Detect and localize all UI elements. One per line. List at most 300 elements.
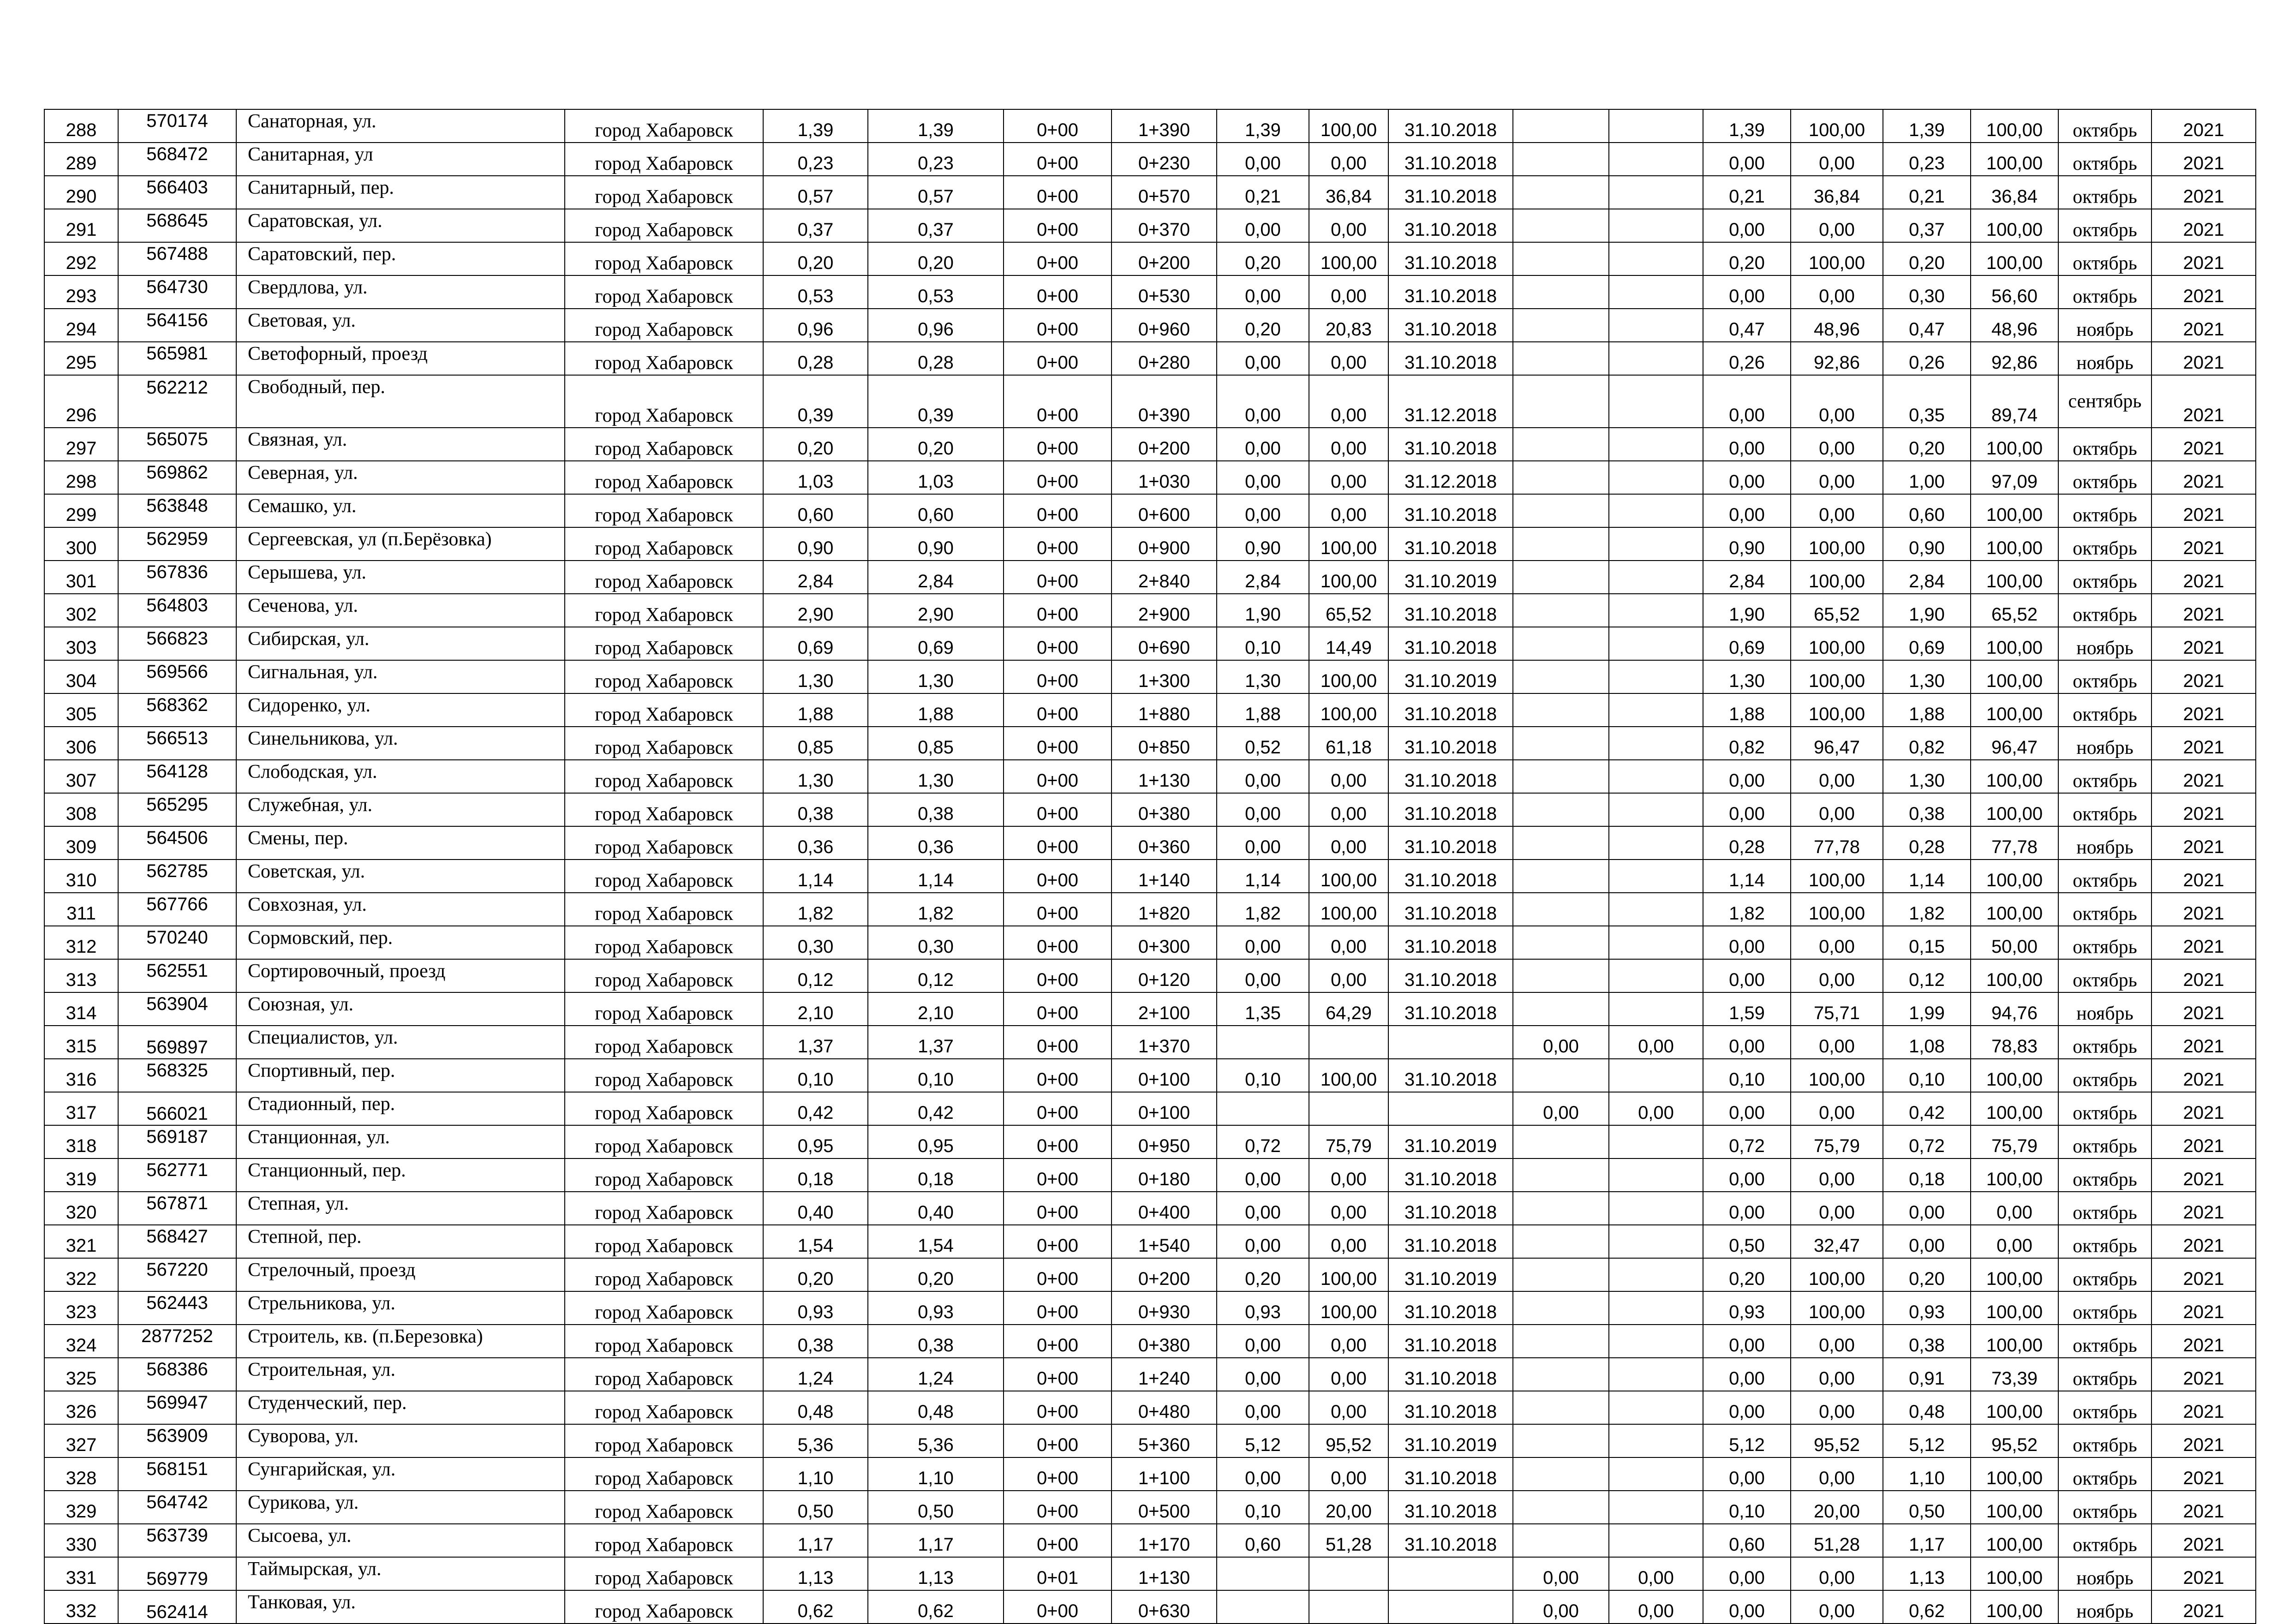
cell-inspected-length: 1,90 [1217,594,1309,627]
cell-extra-percent [1609,1291,1703,1325]
cell-total-length: 1,82 [763,893,868,926]
cell-normative-percent: 0,00 [1791,461,1883,494]
cell-inspected-percent: 100,00 [1309,527,1388,561]
cell-extra-length [1513,143,1609,176]
cell-city-name: город Хабаровск [565,1491,763,1524]
cell-extra-length [1513,693,1609,727]
cell-city-name: город Хабаровск [565,992,763,1026]
table-row [44,1391,2256,1424]
cell-planned-percent: 77,78 [1971,826,2058,860]
cell-road-id: 569897 [118,1026,236,1059]
cell-section-length: 0,23 [868,143,1004,176]
cell-inspection-date: 31.10.2019 [1388,1258,1513,1291]
cell-street-name: Суворова, ул. [236,1424,565,1457]
cell-row-number: 291 [44,209,118,242]
cell-section-length: 0,50 [868,1491,1004,1524]
cell-normative-length: 0,47 [1703,309,1791,342]
cell-inspected-length: 1,14 [1217,860,1309,893]
cell-normative-percent: 0,00 [1791,1590,1883,1624]
cell-planned-percent: 73,39 [1971,1358,2058,1391]
cell-city-name: город Хабаровск [565,1590,763,1624]
cell-start-station: 0+00 [1004,1092,1112,1125]
cell-total-length: 1,39 [763,109,868,143]
cell-end-station: 0+960 [1112,309,1217,342]
cell-plan-month: октябрь [2058,1391,2152,1424]
cell-normative-percent: 0,00 [1791,209,1883,242]
cell-plan-month: октябрь [2058,561,2152,594]
cell-normative-length: 0,00 [1703,926,1791,959]
cell-planned-length: 1,39 [1883,109,1971,143]
cell-section-length: 0,40 [868,1192,1004,1225]
cell-normative-length: 0,00 [1703,1158,1791,1192]
cell-row-number: 295 [44,342,118,375]
cell-road-id: 570174 [118,109,236,143]
cell-street-name: Студенческий, пер. [236,1391,565,1424]
table-row [44,627,2256,660]
cell-plan-year: 2021 [2152,428,2256,461]
cell-road-id: 566403 [118,176,236,209]
cell-planned-percent: 100,00 [1971,1391,2058,1424]
cell-section-length: 0,36 [868,826,1004,860]
cell-normative-percent: 100,00 [1791,527,1883,561]
cell-extra-length [1513,1125,1609,1158]
cell-end-station: 1+370 [1112,1026,1217,1059]
cell-section-length: 1,13 [868,1557,1004,1590]
cell-row-number: 318 [44,1125,118,1158]
cell-section-length: 5,36 [868,1424,1004,1457]
cell-plan-year: 2021 [2152,176,2256,209]
cell-street-name: Слободская, ул. [236,760,565,793]
cell-normative-length: 5,12 [1703,1424,1791,1457]
cell-plan-year: 2021 [2152,461,2256,494]
cell-inspection-date: 31.10.2018 [1388,1291,1513,1325]
cell-city-name: город Хабаровск [565,242,763,275]
cell-end-station: 0+500 [1112,1491,1217,1524]
cell-inspected-length: 0,20 [1217,242,1309,275]
cell-total-length: 0,38 [763,1325,868,1358]
cell-planned-percent: 94,76 [1971,992,2058,1026]
cell-inspected-length: 0,00 [1217,375,1309,428]
cell-section-length: 1,14 [868,860,1004,893]
cell-inspected-length [1217,1092,1309,1125]
cell-road-id: 564128 [118,760,236,793]
cell-inspection-date: 31.10.2018 [1388,1192,1513,1225]
cell-street-name: Стадионный, пер. [236,1092,565,1125]
cell-extra-percent: 0,00 [1609,1026,1703,1059]
cell-planned-percent: 100,00 [1971,693,2058,727]
cell-inspection-date: 31.10.2018 [1388,1225,1513,1258]
cell-street-name: Светофорный, проезд [236,342,565,375]
cell-planned-length: 0,91 [1883,1358,1971,1391]
cell-inspection-date: 31.10.2018 [1388,627,1513,660]
cell-street-name: Станционная, ул. [236,1125,565,1158]
cell-plan-month: октябрь [2058,793,2152,826]
cell-road-id: 566823 [118,627,236,660]
cell-street-name: Связная, ул. [236,428,565,461]
cell-street-name: Санитарный, пер. [236,176,565,209]
cell-start-station: 0+01 [1004,1557,1112,1590]
cell-normative-length: 0,00 [1703,1391,1791,1424]
cell-road-id: 569187 [118,1125,236,1158]
cell-inspected-length: 2,84 [1217,561,1309,594]
cell-total-length: 0,40 [763,1192,868,1225]
table-row [44,1557,2256,1590]
cell-start-station: 0+00 [1004,275,1112,309]
cell-plan-year: 2021 [2152,627,2256,660]
cell-inspected-percent: 0,00 [1309,826,1388,860]
cell-extra-percent [1609,561,1703,594]
cell-extra-percent [1609,494,1703,527]
cell-extra-percent: 0,00 [1609,1092,1703,1125]
cell-inspected-percent: 100,00 [1309,893,1388,926]
cell-end-station: 0+200 [1112,1258,1217,1291]
cell-total-length: 1,88 [763,693,868,727]
cell-normative-length: 0,26 [1703,342,1791,375]
cell-extra-percent [1609,693,1703,727]
cell-planned-length: 0,18 [1883,1158,1971,1192]
cell-normative-length: 0,72 [1703,1125,1791,1158]
cell-road-id: 565981 [118,342,236,375]
cell-planned-length: 0,28 [1883,826,1971,860]
cell-inspected-percent: 61,18 [1309,727,1388,760]
cell-row-number: 300 [44,527,118,561]
cell-city-name: город Хабаровск [565,1026,763,1059]
cell-section-length: 1,82 [868,893,1004,926]
cell-total-length: 1,30 [763,660,868,693]
cell-city-name: город Хабаровск [565,1424,763,1457]
cell-inspected-length: 0,60 [1217,1524,1309,1557]
cell-planned-length: 2,84 [1883,561,1971,594]
cell-road-id: 564506 [118,826,236,860]
cell-inspected-percent: 0,00 [1309,1358,1388,1391]
cell-inspected-percent: 0,00 [1309,461,1388,494]
cell-street-name: Сеченова, ул. [236,594,565,627]
cell-extra-length [1513,893,1609,926]
cell-plan-year: 2021 [2152,1325,2256,1358]
cell-start-station: 0+00 [1004,1291,1112,1325]
cell-inspection-date: 31.10.2018 [1388,727,1513,760]
cell-normative-percent: 100,00 [1791,561,1883,594]
cell-plan-month: ноябрь [2058,627,2152,660]
cell-end-station: 5+360 [1112,1424,1217,1457]
cell-total-length: 0,57 [763,176,868,209]
cell-planned-length: 1,30 [1883,760,1971,793]
cell-inspection-date [1388,1557,1513,1590]
cell-row-number: 292 [44,242,118,275]
cell-total-length: 0,60 [763,494,868,527]
cell-plan-year: 2021 [2152,1590,2256,1624]
cell-end-station: 0+380 [1112,793,1217,826]
cell-total-length: 0,36 [763,826,868,860]
cell-row-number: 305 [44,693,118,727]
cell-extra-length: 0,00 [1513,1590,1609,1624]
cell-total-length: 0,28 [763,342,868,375]
cell-plan-year: 2021 [2152,660,2256,693]
cell-planned-percent: 100,00 [1971,527,2058,561]
cell-city-name: город Хабаровск [565,1524,763,1557]
cell-extra-length [1513,1258,1609,1291]
cell-planned-percent: 100,00 [1971,1491,2058,1524]
cell-city-name: город Хабаровск [565,1291,763,1325]
cell-street-name: Саратовская, ул. [236,209,565,242]
cell-planned-length: 0,48 [1883,1391,1971,1424]
cell-planned-length: 0,30 [1883,275,1971,309]
cell-section-length: 0,20 [868,428,1004,461]
cell-end-station: 2+840 [1112,561,1217,594]
cell-plan-year: 2021 [2152,826,2256,860]
cell-street-name: Свободный, пер. [236,375,565,428]
cell-street-name: Синельникова, ул. [236,727,565,760]
cell-section-length: 1,54 [868,1225,1004,1258]
cell-road-id: 563848 [118,494,236,527]
cell-street-name: Свердлова, ул. [236,275,565,309]
cell-row-number: 303 [44,627,118,660]
cell-row-number: 320 [44,1192,118,1225]
cell-planned-length: 0,26 [1883,342,1971,375]
cell-normative-percent: 100,00 [1791,860,1883,893]
table-row [44,1491,2256,1524]
cell-road-id: 568386 [118,1358,236,1391]
cell-planned-length: 0,38 [1883,1325,1971,1358]
cell-inspected-percent: 20,83 [1309,309,1388,342]
cell-city-name: город Хабаровск [565,793,763,826]
cell-planned-length: 0,72 [1883,1125,1971,1158]
cell-inspected-percent: 100,00 [1309,109,1388,143]
cell-inspected-length: 0,00 [1217,209,1309,242]
cell-extra-percent [1609,1491,1703,1524]
cell-inspected-percent: 0,00 [1309,209,1388,242]
cell-normative-percent: 0,00 [1791,1391,1883,1424]
cell-extra-percent [1609,1158,1703,1192]
cell-normative-percent: 0,00 [1791,1158,1883,1192]
cell-inspected-length: 0,21 [1217,176,1309,209]
cell-street-name: Стрельникова, ул. [236,1291,565,1325]
cell-planned-percent: 100,00 [1971,1158,2058,1192]
cell-normative-percent: 100,00 [1791,1059,1883,1092]
cell-total-length: 0,10 [763,1059,868,1092]
cell-row-number: 328 [44,1457,118,1491]
cell-end-station: 0+380 [1112,1325,1217,1358]
cell-city-name: город Хабаровск [565,1325,763,1358]
cell-start-station: 0+00 [1004,1491,1112,1524]
cell-city-name: город Хабаровск [565,693,763,727]
cell-street-name: Серышева, ул. [236,561,565,594]
cell-street-name: Станционный, пер. [236,1158,565,1192]
cell-row-number: 302 [44,594,118,627]
cell-planned-percent: 100,00 [1971,242,2058,275]
cell-extra-length [1513,959,1609,992]
cell-start-station: 0+00 [1004,1524,1112,1557]
cell-end-station: 0+100 [1112,1059,1217,1092]
cell-planned-percent: 100,00 [1971,1059,2058,1092]
cell-section-length: 2,90 [868,594,1004,627]
cell-normative-length: 0,50 [1703,1225,1791,1258]
cell-inspected-percent: 0,00 [1309,1391,1388,1424]
cell-street-name: Совхозная, ул. [236,893,565,926]
cell-section-length: 1,88 [868,693,1004,727]
cell-road-id: 569566 [118,660,236,693]
cell-start-station: 0+00 [1004,309,1112,342]
cell-normative-percent: 77,78 [1791,826,1883,860]
cell-section-length: 0,20 [868,242,1004,275]
table-row [44,660,2256,693]
cell-plan-month: октябрь [2058,275,2152,309]
cell-planned-length: 1,30 [1883,660,1971,693]
cell-total-length: 1,10 [763,1457,868,1491]
cell-section-length: 0,39 [868,375,1004,428]
cell-road-id: 569862 [118,461,236,494]
cell-plan-month: октябрь [2058,893,2152,926]
cell-planned-length: 0,20 [1883,242,1971,275]
cell-end-station: 1+170 [1112,1524,1217,1557]
cell-plan-year: 2021 [2152,893,2256,926]
cell-planned-percent: 100,00 [1971,1557,2058,1590]
cell-normative-length: 1,90 [1703,594,1791,627]
cell-planned-length: 0,00 [1883,1192,1971,1225]
cell-city-name: город Хабаровск [565,826,763,860]
table-row [44,826,2256,860]
cell-extra-percent [1609,242,1703,275]
cell-inspection-date: 31.10.2018 [1388,760,1513,793]
cell-end-station: 0+900 [1112,527,1217,561]
table-row [44,1258,2256,1291]
cell-normative-percent: 100,00 [1791,242,1883,275]
table-row [44,242,2256,275]
cell-extra-length: 0,00 [1513,1092,1609,1125]
table-row [44,561,2256,594]
cell-road-id: 563904 [118,992,236,1026]
cell-normative-length: 0,21 [1703,176,1791,209]
cell-planned-percent: 100,00 [1971,1524,2058,1557]
cell-planned-length: 0,37 [1883,209,1971,242]
cell-inspected-percent: 36,84 [1309,176,1388,209]
cell-planned-length: 1,10 [1883,1457,1971,1491]
cell-end-station: 0+120 [1112,959,1217,992]
cell-extra-percent [1609,1258,1703,1291]
road-register-table [44,109,2256,1624]
cell-total-length: 1,13 [763,1557,868,1590]
cell-extra-length [1513,494,1609,527]
cell-extra-percent [1609,1358,1703,1391]
table-row [44,992,2256,1026]
cell-city-name: город Хабаровск [565,375,763,428]
cell-inspected-length: 1,88 [1217,693,1309,727]
cell-plan-year: 2021 [2152,1092,2256,1125]
cell-planned-length: 1,90 [1883,594,1971,627]
cell-plan-month: ноябрь [2058,727,2152,760]
cell-inspected-length: 0,72 [1217,1125,1309,1158]
cell-extra-length [1513,992,1609,1026]
cell-extra-percent [1609,375,1703,428]
cell-start-station: 0+00 [1004,342,1112,375]
cell-inspected-percent: 0,00 [1309,375,1388,428]
cell-normative-percent: 0,00 [1791,428,1883,461]
cell-normative-percent: 51,28 [1791,1524,1883,1557]
cell-road-id: 567871 [118,1192,236,1225]
table-row [44,342,2256,375]
cell-total-length: 0,90 [763,527,868,561]
cell-plan-year: 2021 [2152,1026,2256,1059]
cell-end-station: 0+230 [1112,143,1217,176]
cell-plan-year: 2021 [2152,527,2256,561]
cell-plan-month: октябрь [2058,143,2152,176]
cell-road-id: 568472 [118,143,236,176]
cell-extra-length: 0,00 [1513,1557,1609,1590]
cell-end-station: 0+570 [1112,176,1217,209]
cell-city-name: город Хабаровск [565,594,763,627]
cell-section-length: 2,84 [868,561,1004,594]
cell-city-name: город Хабаровск [565,428,763,461]
cell-planned-percent: 92,86 [1971,342,2058,375]
cell-planned-length: 0,20 [1883,1258,1971,1291]
cell-city-name: город Хабаровск [565,494,763,527]
cell-street-name: Степной, пер. [236,1225,565,1258]
cell-total-length: 0,96 [763,309,868,342]
cell-inspection-date: 31.10.2018 [1388,109,1513,143]
cell-normative-percent: 0,00 [1791,926,1883,959]
cell-street-name: Строительная, ул. [236,1358,565,1391]
cell-inspected-length: 1,30 [1217,660,1309,693]
cell-plan-month: октябрь [2058,109,2152,143]
cell-normative-length: 0,00 [1703,494,1791,527]
cell-start-station: 0+00 [1004,494,1112,527]
cell-row-number: 288 [44,109,118,143]
cell-inspected-percent: 100,00 [1309,561,1388,594]
cell-inspected-percent: 100,00 [1309,242,1388,275]
cell-planned-length: 0,90 [1883,527,1971,561]
cell-total-length: 1,30 [763,760,868,793]
cell-normative-length: 1,82 [1703,893,1791,926]
cell-start-station: 0+00 [1004,627,1112,660]
cell-normative-length: 0,00 [1703,1557,1791,1590]
cell-extra-length [1513,209,1609,242]
table-row [44,1424,2256,1457]
cell-inspected-length: 0,10 [1217,1059,1309,1092]
cell-plan-month: ноябрь [2058,1590,2152,1624]
cell-street-name: Семашко, ул. [236,494,565,527]
cell-start-station: 0+00 [1004,1590,1112,1624]
cell-inspected-length: 0,93 [1217,1291,1309,1325]
cell-plan-year: 2021 [2152,1557,2256,1590]
cell-normative-percent: 100,00 [1791,1258,1883,1291]
cell-section-length: 1,03 [868,461,1004,494]
cell-end-station: 1+100 [1112,1457,1217,1491]
cell-start-station: 0+00 [1004,727,1112,760]
cell-end-station: 0+200 [1112,428,1217,461]
cell-inspected-length [1217,1590,1309,1624]
cell-planned-length: 0,47 [1883,309,1971,342]
cell-row-number: 296 [44,375,118,428]
cell-extra-percent [1609,342,1703,375]
cell-end-station: 1+240 [1112,1358,1217,1391]
cell-plan-month: ноябрь [2058,992,2152,1026]
cell-planned-percent: 100,00 [1971,660,2058,693]
cell-inspection-date: 31.10.2018 [1388,1325,1513,1358]
cell-plan-year: 2021 [2152,494,2256,527]
cell-plan-month: октябрь [2058,1125,2152,1158]
cell-end-station: 0+360 [1112,826,1217,860]
cell-end-station: 0+480 [1112,1391,1217,1424]
cell-city-name: город Хабаровск [565,1391,763,1424]
cell-total-length: 0,48 [763,1391,868,1424]
cell-planned-percent: 36,84 [1971,176,2058,209]
cell-total-length: 0,20 [763,428,868,461]
cell-inspected-percent: 100,00 [1309,1059,1388,1092]
cell-inspected-percent [1309,1092,1388,1125]
cell-normative-length: 0,00 [1703,1026,1791,1059]
cell-extra-percent [1609,143,1703,176]
cell-total-length: 0,39 [763,375,868,428]
